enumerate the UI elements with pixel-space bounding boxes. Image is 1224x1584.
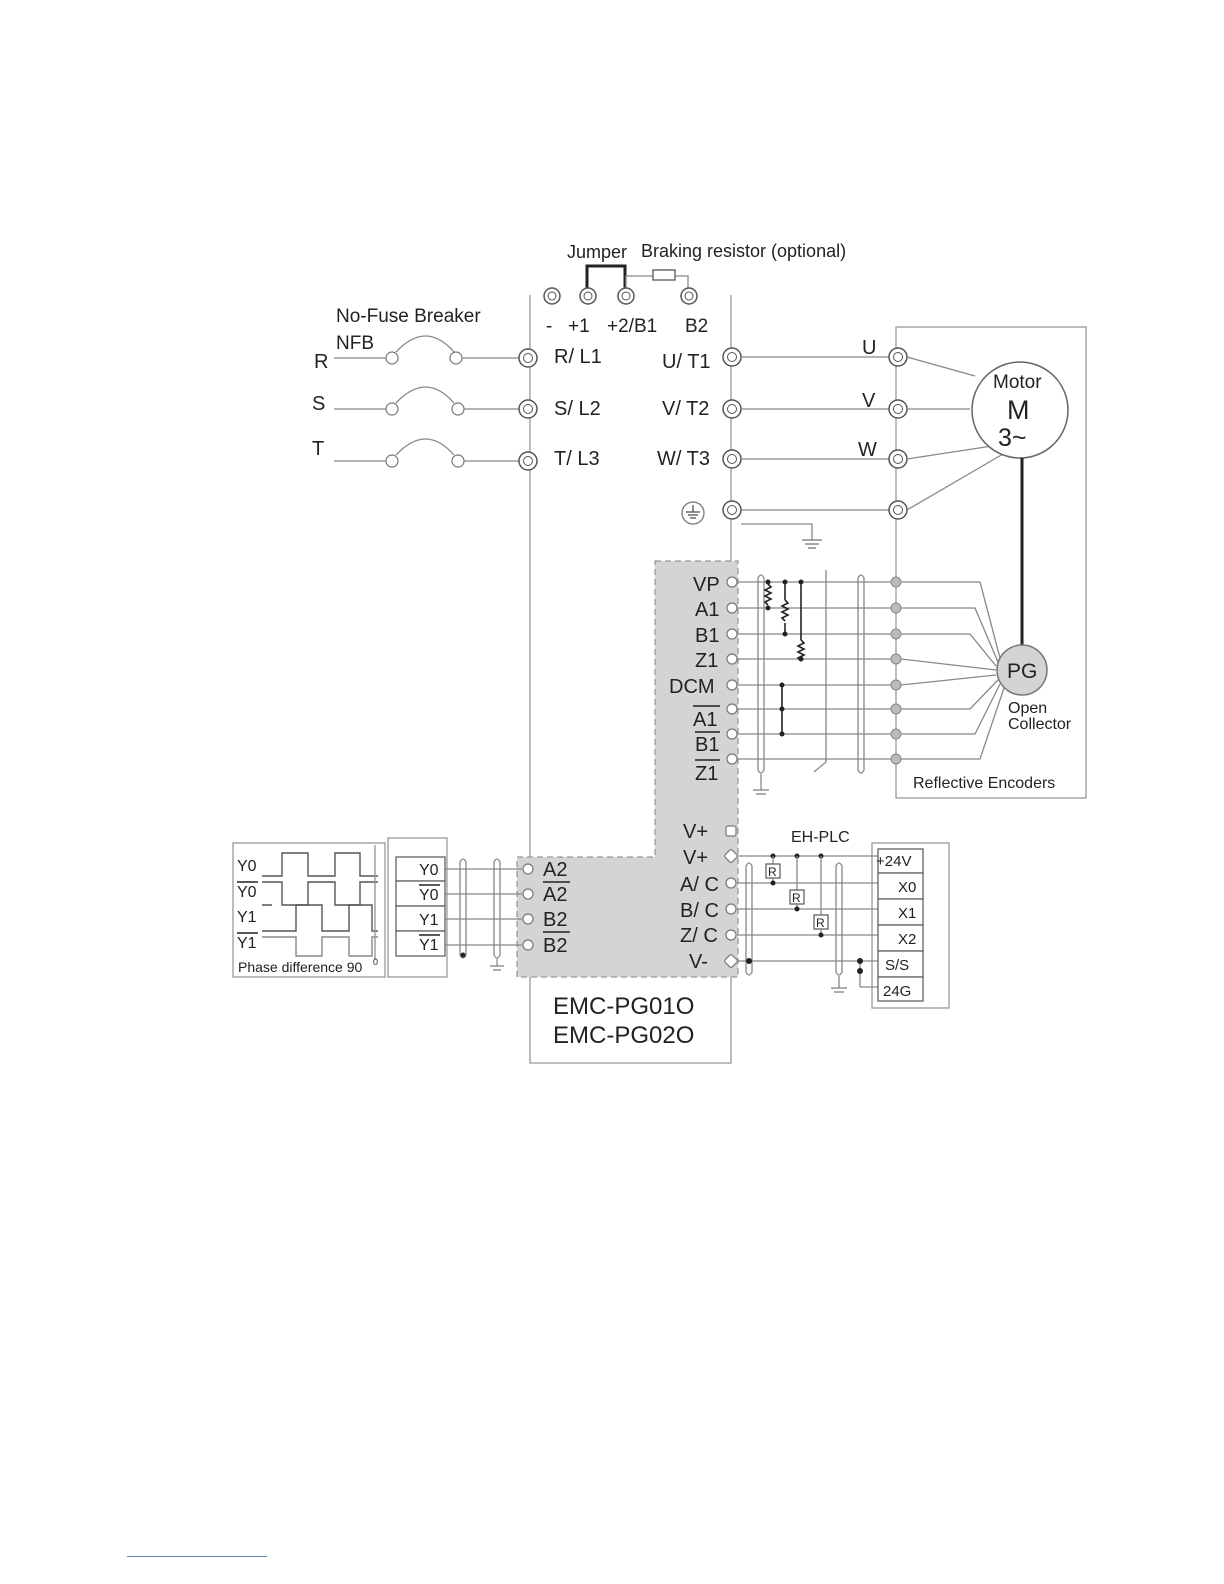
pulse-input-b2: B2 xyxy=(543,909,568,931)
braking-resistor-symbol xyxy=(653,270,675,280)
earth-ground-icon xyxy=(802,540,822,548)
plc-resistor-r2: R xyxy=(792,891,801,905)
breaker-abbr: NFB xyxy=(336,333,374,354)
output-terminal-v-plus-1: V+ xyxy=(683,821,709,843)
plc-terminal-x1: X1 xyxy=(898,905,917,922)
motor-phase-count: 3~ xyxy=(998,424,1027,452)
pulse-input-wires xyxy=(445,859,522,970)
encoder-collector-label: Collector xyxy=(1008,716,1072,733)
motor-symbol-m: M xyxy=(1007,395,1030,425)
breaker-title: No-Fuse Breaker xyxy=(336,306,481,327)
motor-phase-v: V xyxy=(862,390,876,412)
pg-terminal-vp: VP xyxy=(693,574,720,596)
plc-terminal-cells xyxy=(878,849,923,1001)
input-terminals xyxy=(519,349,537,470)
input-terminal-r-l1: R/ L1 xyxy=(554,346,602,368)
quadrature-waveforms xyxy=(262,845,378,960)
output-terminal-v-t2: V/ T2 xyxy=(662,398,710,420)
model-line-1: EMC-PG01O xyxy=(553,993,695,1020)
pg-terminal-b1-bar: B1 xyxy=(695,734,720,756)
dc-terminal-plus2-b1: +2/B1 xyxy=(607,316,658,337)
pullup-resistors xyxy=(765,580,804,737)
dc-terminals xyxy=(544,288,697,304)
encoder-fan-wires xyxy=(901,582,1004,759)
output-terminal-a-c: A/ C xyxy=(680,874,719,896)
phase-s-label: S xyxy=(312,393,326,415)
wave-label-y1: Y1 xyxy=(237,909,257,926)
pg-terminal-a1: A1 xyxy=(695,599,720,621)
input-terminal-s-l2: S/ L2 xyxy=(554,398,601,420)
output-terminal-u-t1: U/ T1 xyxy=(662,351,711,373)
breaker-contacts xyxy=(334,336,520,467)
output-terminals xyxy=(723,348,741,519)
plc-terminal-x0: X0 xyxy=(898,879,917,896)
pg-terminal-a1-bar: A1 xyxy=(693,709,718,731)
pg-encoder-label: PG xyxy=(1007,660,1038,683)
plc-resistor-r1: R xyxy=(768,865,777,879)
source-y1: Y1 xyxy=(419,912,439,929)
output-terminal-z-c: Z/ C xyxy=(680,925,718,947)
plc-terminal-x2: X2 xyxy=(898,931,917,948)
dc-terminal-minus: - xyxy=(546,316,553,337)
motor-label: Motor xyxy=(993,372,1042,393)
wave-label-y0: Y0 xyxy=(237,858,257,875)
pulse-input-b2-bar: B2 xyxy=(543,935,568,957)
phase-r-label: R xyxy=(314,351,329,373)
wave-label-y1-bar: Y1 xyxy=(237,935,257,952)
pulse-input-a2: A2 xyxy=(543,859,568,881)
output-terminal-v-minus: V- xyxy=(689,951,708,973)
plc-terminal-ss: S/S xyxy=(885,957,910,974)
plc-wires xyxy=(737,856,878,992)
phase-difference-label: Phase difference 90 xyxy=(238,959,363,975)
dc-terminal-b2: B2 xyxy=(685,316,709,337)
reflective-encoders-label: Reflective Encoders xyxy=(913,775,1056,792)
phase-t-label: T xyxy=(312,438,325,460)
motor-terminals xyxy=(889,348,907,519)
braking-resistor-label: Braking resistor (optional) xyxy=(641,241,847,261)
plc-terminal-24v: +24V xyxy=(876,853,912,870)
model-line-2: EMC-PG02O xyxy=(553,1022,695,1049)
pulse-input-a2-bar: A2 xyxy=(543,884,568,906)
output-terminal-w-t3: W/ T3 xyxy=(657,448,710,470)
source-y0-bar: Y0 xyxy=(419,887,439,904)
ground-icon xyxy=(682,502,704,524)
pg-terminal-z1-bar: Z1 xyxy=(695,763,719,785)
motor-phase-w: W xyxy=(858,439,877,461)
output-terminal-v-plus-2: V+ xyxy=(683,847,709,869)
encoder-wires xyxy=(737,570,892,794)
pg-terminal-dcm: DCM xyxy=(669,676,715,698)
plc-title: EH-PLC xyxy=(791,829,850,846)
plc-terminal-24g: 24G xyxy=(883,983,912,1000)
wave-label-y0-bar: Y0 xyxy=(237,884,257,901)
encoder-open-label: Open xyxy=(1008,700,1048,717)
source-y0: Y0 xyxy=(419,862,439,879)
motor-phase-u: U xyxy=(862,337,877,359)
pg-terminal-b1: B1 xyxy=(695,625,720,647)
jumper-label: Jumper xyxy=(567,242,628,262)
pg-terminal-z1: Z1 xyxy=(695,650,719,672)
output-terminal-b-c: B/ C xyxy=(680,900,719,922)
plc-pullups xyxy=(766,854,828,938)
dc-terminal-plus1: +1 xyxy=(568,316,590,337)
phase-difference-degree: 0 xyxy=(373,957,379,967)
input-terminal-t-l3: T/ L3 xyxy=(554,448,600,470)
plc-resistor-r3: R xyxy=(816,916,825,930)
source-y1-bar: Y1 xyxy=(419,937,439,954)
footnote-rule xyxy=(127,1556,267,1557)
